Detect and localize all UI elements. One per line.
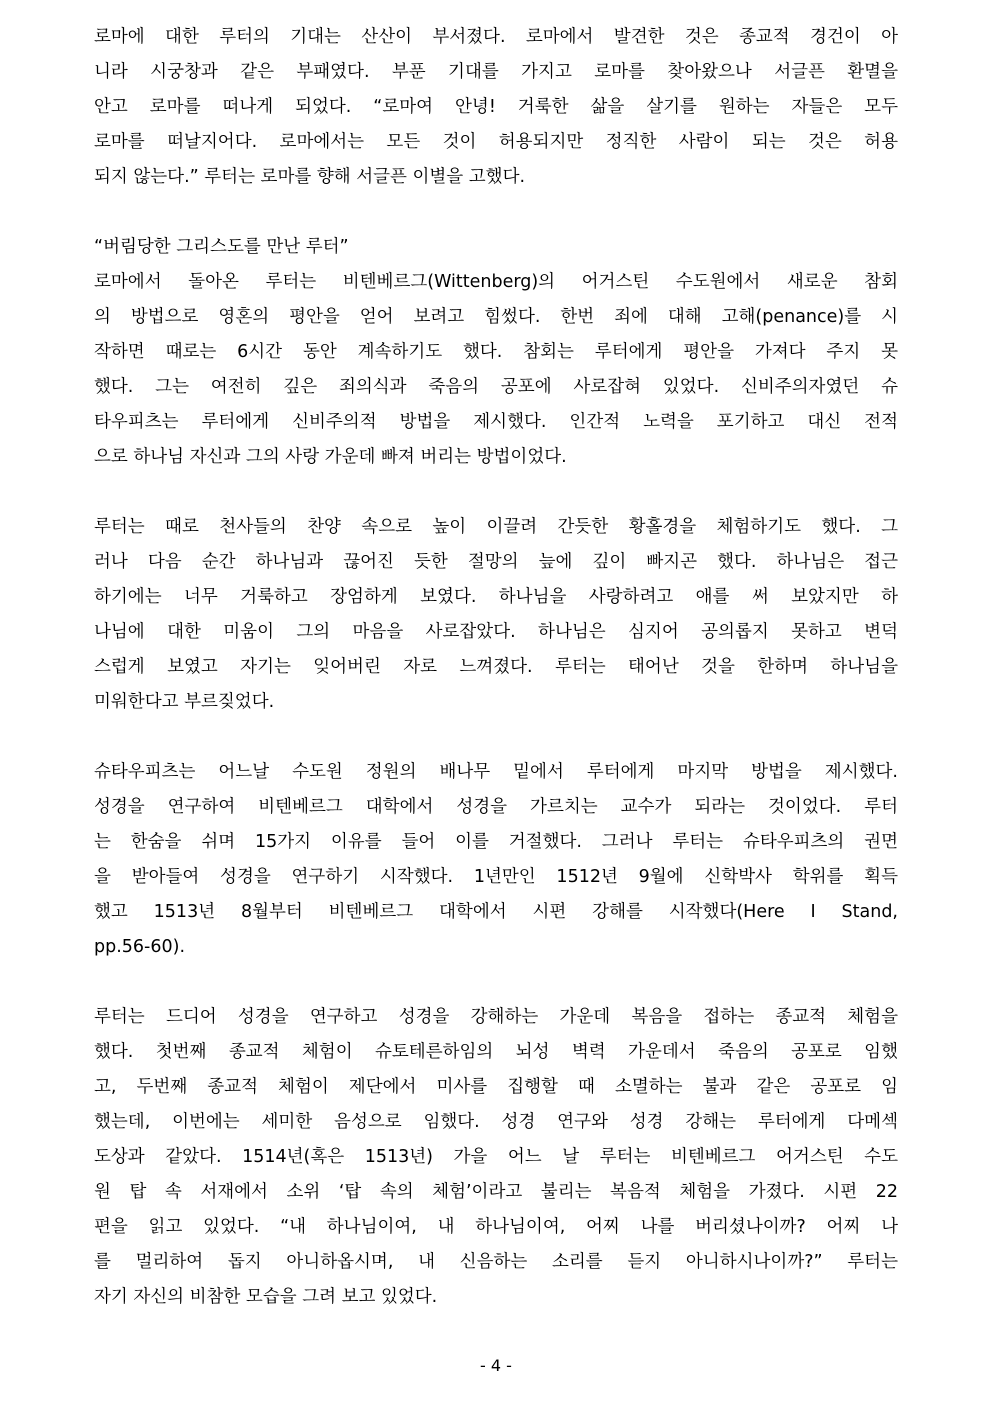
text-line: 했다. 첫번째 종교적 체험이 슈토테른하임의 뇌성 벽력 가운데서 죽음의 공포로 임했	[94, 1042, 898, 1062]
text-line: 을 받아들여 성경을 연구하기 시작했다. 1년만인 1512년 9월에 신학박사 학위를 획득	[94, 867, 898, 887]
text-line: 안고 로마를 떠나게 되었다. “로마여 안녕! 거룩한 삶을 살기를 원하는 자들은 모두	[94, 97, 898, 117]
text-line: 루터는 드디어 성경을 연구하고 성경을 강해하는 가운데 복음을 접하는 종교적 체험을	[94, 1007, 898, 1027]
document-body	[94, 20, 898, 1350]
text-line: 타우피츠는 루터에게 신비주의적 방법을 제시했다. 인간적 노력을 포기하고 대신 전적	[94, 412, 898, 432]
section-heading: “버림당한 그리스도를 만난 루터”	[94, 237, 349, 257]
paragraph	[94, 1000, 898, 1315]
text-line: 나님에 대한 미움이 그의 마음을 사로잡았다. 하나님은 심지어 공의롭지 못하고 변덕	[94, 622, 898, 642]
text-line: 미워한다고 부르짖었다.	[94, 692, 275, 712]
text-line: 로마를 떠날지어다. 로마에서는 모든 것이 허용되지만 정직한 사람이 되는 것은 허용	[94, 132, 898, 152]
text-line: 는 한숨을 쉬며 15가지 이유를 들어 이를 거절했다. 그러나 루터는 슈타우피츠의 권면	[94, 832, 898, 852]
paragraph	[94, 755, 898, 965]
text-line: 고, 두번째 종교적 체험이 제단에서 미사를 집행할 때 소멸하는 불과 같은 공포로 임	[94, 1077, 898, 1097]
text-line: 으로 하나님 자신과 그의 사랑 가운데 빠져 버리는 방법이었다.	[94, 447, 567, 467]
text-line: 니라 시궁창과 같은 부패였다. 부푼 기대를 가지고 로마를 찾아왔으나 서글픈 환멸을	[94, 62, 898, 82]
text-line: 자기 자신의 비참한 모습을 그려 보고 있었다.	[94, 1287, 438, 1307]
text-line: 되지 않는다.” 루터는 로마를 향해 서글픈 이별을 고했다.	[94, 167, 526, 187]
text-line: 를 멀리하여 돕지 아니하옵시며, 내 신음하는 소리를 듣지 아니하시나이까?” 루터는	[94, 1252, 898, 1272]
text-line: 편을 읽고 있었다. “내 하나님이여, 내 하나님이여, 어찌 나를 버리셨나이까? 어찌 나	[94, 1217, 898, 1237]
text-line: 성경을 연구하여 비텐베르그 대학에서 성경을 가르치는 교수가 되라는 것이었다. 루터	[94, 797, 898, 817]
page-number: - 4 -	[480, 1356, 512, 1375]
text-line: 도상과 같았다. 1514년(혹은 1513년) 가을 어느 날 루터는 비텐베르그 어거스틴 수도	[94, 1147, 898, 1167]
text-line: 로마에서 돌아온 루터는 비텐베르그(Wittenberg)의 어거스틴 수도원에서 새로운 참회	[94, 272, 898, 292]
text-line: 스럽게 보였고 자기는 잊어버린 자로 느껴졌다. 루터는 태어난 것을 한하며 하나님을	[94, 657, 898, 677]
text-line: 슈타우피츠는 어느날 수도원 정원의 배나무 밑에서 루터에게 마지막 방법을 제시했다.	[94, 762, 898, 782]
paragraph	[94, 510, 898, 720]
text-line: 원 탑 속 서재에서 소위 ‘탑 속의 체험’이라고 불리는 복음적 체험을 가졌다. 시편 22	[94, 1182, 898, 1202]
text-line: 했다. 그는 여전히 깊은 죄의식과 죽음의 공포에 사로잡혀 있었다. 신비주의자였던 슈	[94, 377, 898, 397]
text-line: 했는데, 이번에는 세미한 음성으로 임했다. 성경 연구와 성경 강해는 루터에게 다메섹	[94, 1112, 898, 1132]
text-line: 러나 다음 순간 하나님과 끊어진 듯한 절망의 늪에 깊이 빠지곤 했다. 하나님은 접근	[94, 552, 898, 572]
text-line: 로마에 대한 루터의 기대는 산산이 부서졌다. 로마에서 발견한 것은 종교적 경건이 아	[94, 27, 898, 47]
text-line: pp.56-60).	[94, 937, 186, 957]
text-line: 루터는 때로 천사들의 찬양 속으로 높이 이끌려 간듯한 황홀경을 체험하기도 했다. 그	[94, 517, 898, 537]
text-line: 하기에는 너무 거룩하고 장엄하게 보였다. 하나님을 사랑하려고 애를 써 보았지만 하	[94, 587, 898, 607]
text-line: 했고 1513년 8월부터 비텐베르그 대학에서 시편 강해를 시작했다(Here I Stand,	[94, 902, 898, 922]
text-line: 작하면 때로는 6시간 동안 계속하기도 했다. 참회는 루터에게 평안을 가져다 주지 못	[94, 342, 898, 362]
paragraph	[94, 20, 898, 195]
paragraph	[94, 230, 898, 475]
text-line: 의 방법으로 영혼의 평안을 얻어 보려고 힘썼다. 한번 죄에 대해 고해(penance)를 시	[94, 307, 898, 327]
